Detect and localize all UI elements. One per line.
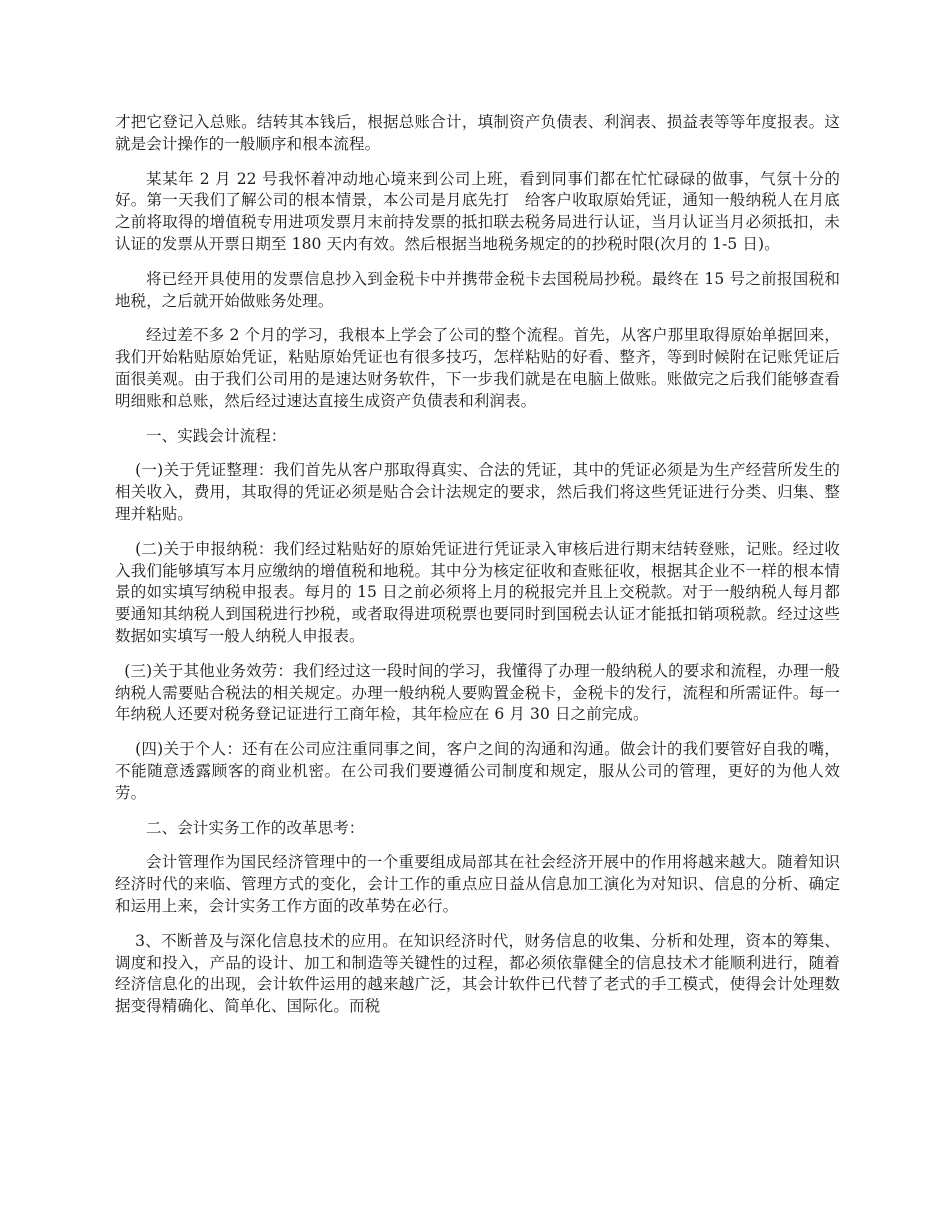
paragraph-tax-filing: (二)关于申报纳税：我们经过粘贴好的原始凭证进行凭证录入审核后进行期末结转登账，记账。经过收入我们能够填写本月应缴纳的增值税和地税。其中分为核定征收和查账征收，根据其企业不一样的根本情景的如实填写纳税申报表。每月的 15 日之前必须将上月的税报完并且上交税款。对于一般纳税人每月都要通知其纳税人到国税进行抄税，或者取得进项税票也要同时到国税去认证才能抵扣销项税款。经过这些数据如实填写一般人纳税人申报表。 [115, 539, 840, 645]
paragraph-tax-copy: 将已经开具使用的发票信息抄入到金税卡中并携带金税卡去国税局抄税。最终在 15 号之前报国税和地税，之后就开始做账务处理。 [115, 269, 840, 310]
paragraph-learning: 经过差不多 2 个月的学习，我根本上学会了公司的整个流程。首先，从客户那里取得原始单据回来，我们开始粘贴原始凭证，粘贴原始凭证也有很多技巧，怎样粘贴的好看、整齐，等到时候附在记账凭证后面很美观。由于我们公司用的是速达财务软件，下一步我们就是在电脑上做账。账做完之后我们能够查看明细账和总账，然后经过速达直接生成资产负债表和利润表。 [115, 326, 840, 410]
document-body [115, 112, 840, 1031]
paragraph-first-day: 某某年 2 月 22 号我怀着冲动地心境来到公司上班，看到同事们都在忙忙碌碌的做事，气氛十分的好。第一天我们了解公司的根本情景，本公司是月底先打 给客户收取原始凭证，通知一般纳税人在月底之前将取得的增值税专用进项发票月末前持发票的抵扣联去税务局进行认证，当月认证当月必须抵扣，未认证的发票从开票日期至 180 天内有效。然后根据当地税务规定的的抄税时限(次月的 1-5 日)。 [115, 169, 840, 253]
section-heading-practice: 一、实践会计流程： [146, 426, 287, 445]
paragraph-it-application: 3、不断普及与深化信息技术的应用。在知识经济时代，财务信息的收集、分析和处理，资本的筹集、调度和投入，产品的设计、加工和制造等关键性的过程，都必须依靠健全的信息技术才能顺利进行，随着经济信息化的出现，会计软件运用的越来越广泛，其会计软件已代替了老式的手工模式，使得会计处理数据变得精确化、简单化、国际化。而税 [115, 931, 840, 1016]
paragraph-personal: (四)关于个人：还有在公司应注重同事之间，客户之间的沟通和沟通。做会计的我们要管好自我的嘴，不能随意透露顾客的商业机密。在公司我们要遵循公司制度和规定，服从公司的管理，更好的为他人效劳。 [115, 740, 840, 802]
paragraph-management: 会计管理作为国民经济管理中的一个重要组成局部其在社会经济开展中的作用将越来越大。随着知识经济时代的来临、管理方式的变化，会计工作的重点应日益从信息加工演化为对知识、信息的分析、确定和运用上来，会计实务工作方面的改革势在必行。 [115, 853, 840, 915]
paragraph-voucher: (一)关于凭证整理：我们首先从客户那取得真实、合法的凭证，其中的凭证必须是为生产经营所发生的相关收入，费用，其取得的凭证必须是贴合会计法规定的要求，然后我们将这些凭证进行分类、归集、整理并粘贴。 [115, 461, 840, 523]
paragraph-intro-end: 才把它登记入总账。结转其本钱后，根据总账合计，填制资产负债表、利润表、损益表等等年度报表。这就是会计操作的一般顺序和根本流程。 [115, 113, 840, 153]
section-heading-reform: 二、会计实务工作的改革思考： [146, 818, 365, 837]
paragraph-other-services: (三)关于其他业务效劳：我们经过这一段时间的学习，我懂得了办理一般纳税人的要求和流程，办理一般纳税人需要贴合税法的相关规定。办理一般纳税人要购置金税卡，金税卡的发行，流程和所需证件。每一年纳税人还要对税务登记证进行工商年检，其年检应在 6 月 30 日之前完成。 [115, 661, 840, 724]
